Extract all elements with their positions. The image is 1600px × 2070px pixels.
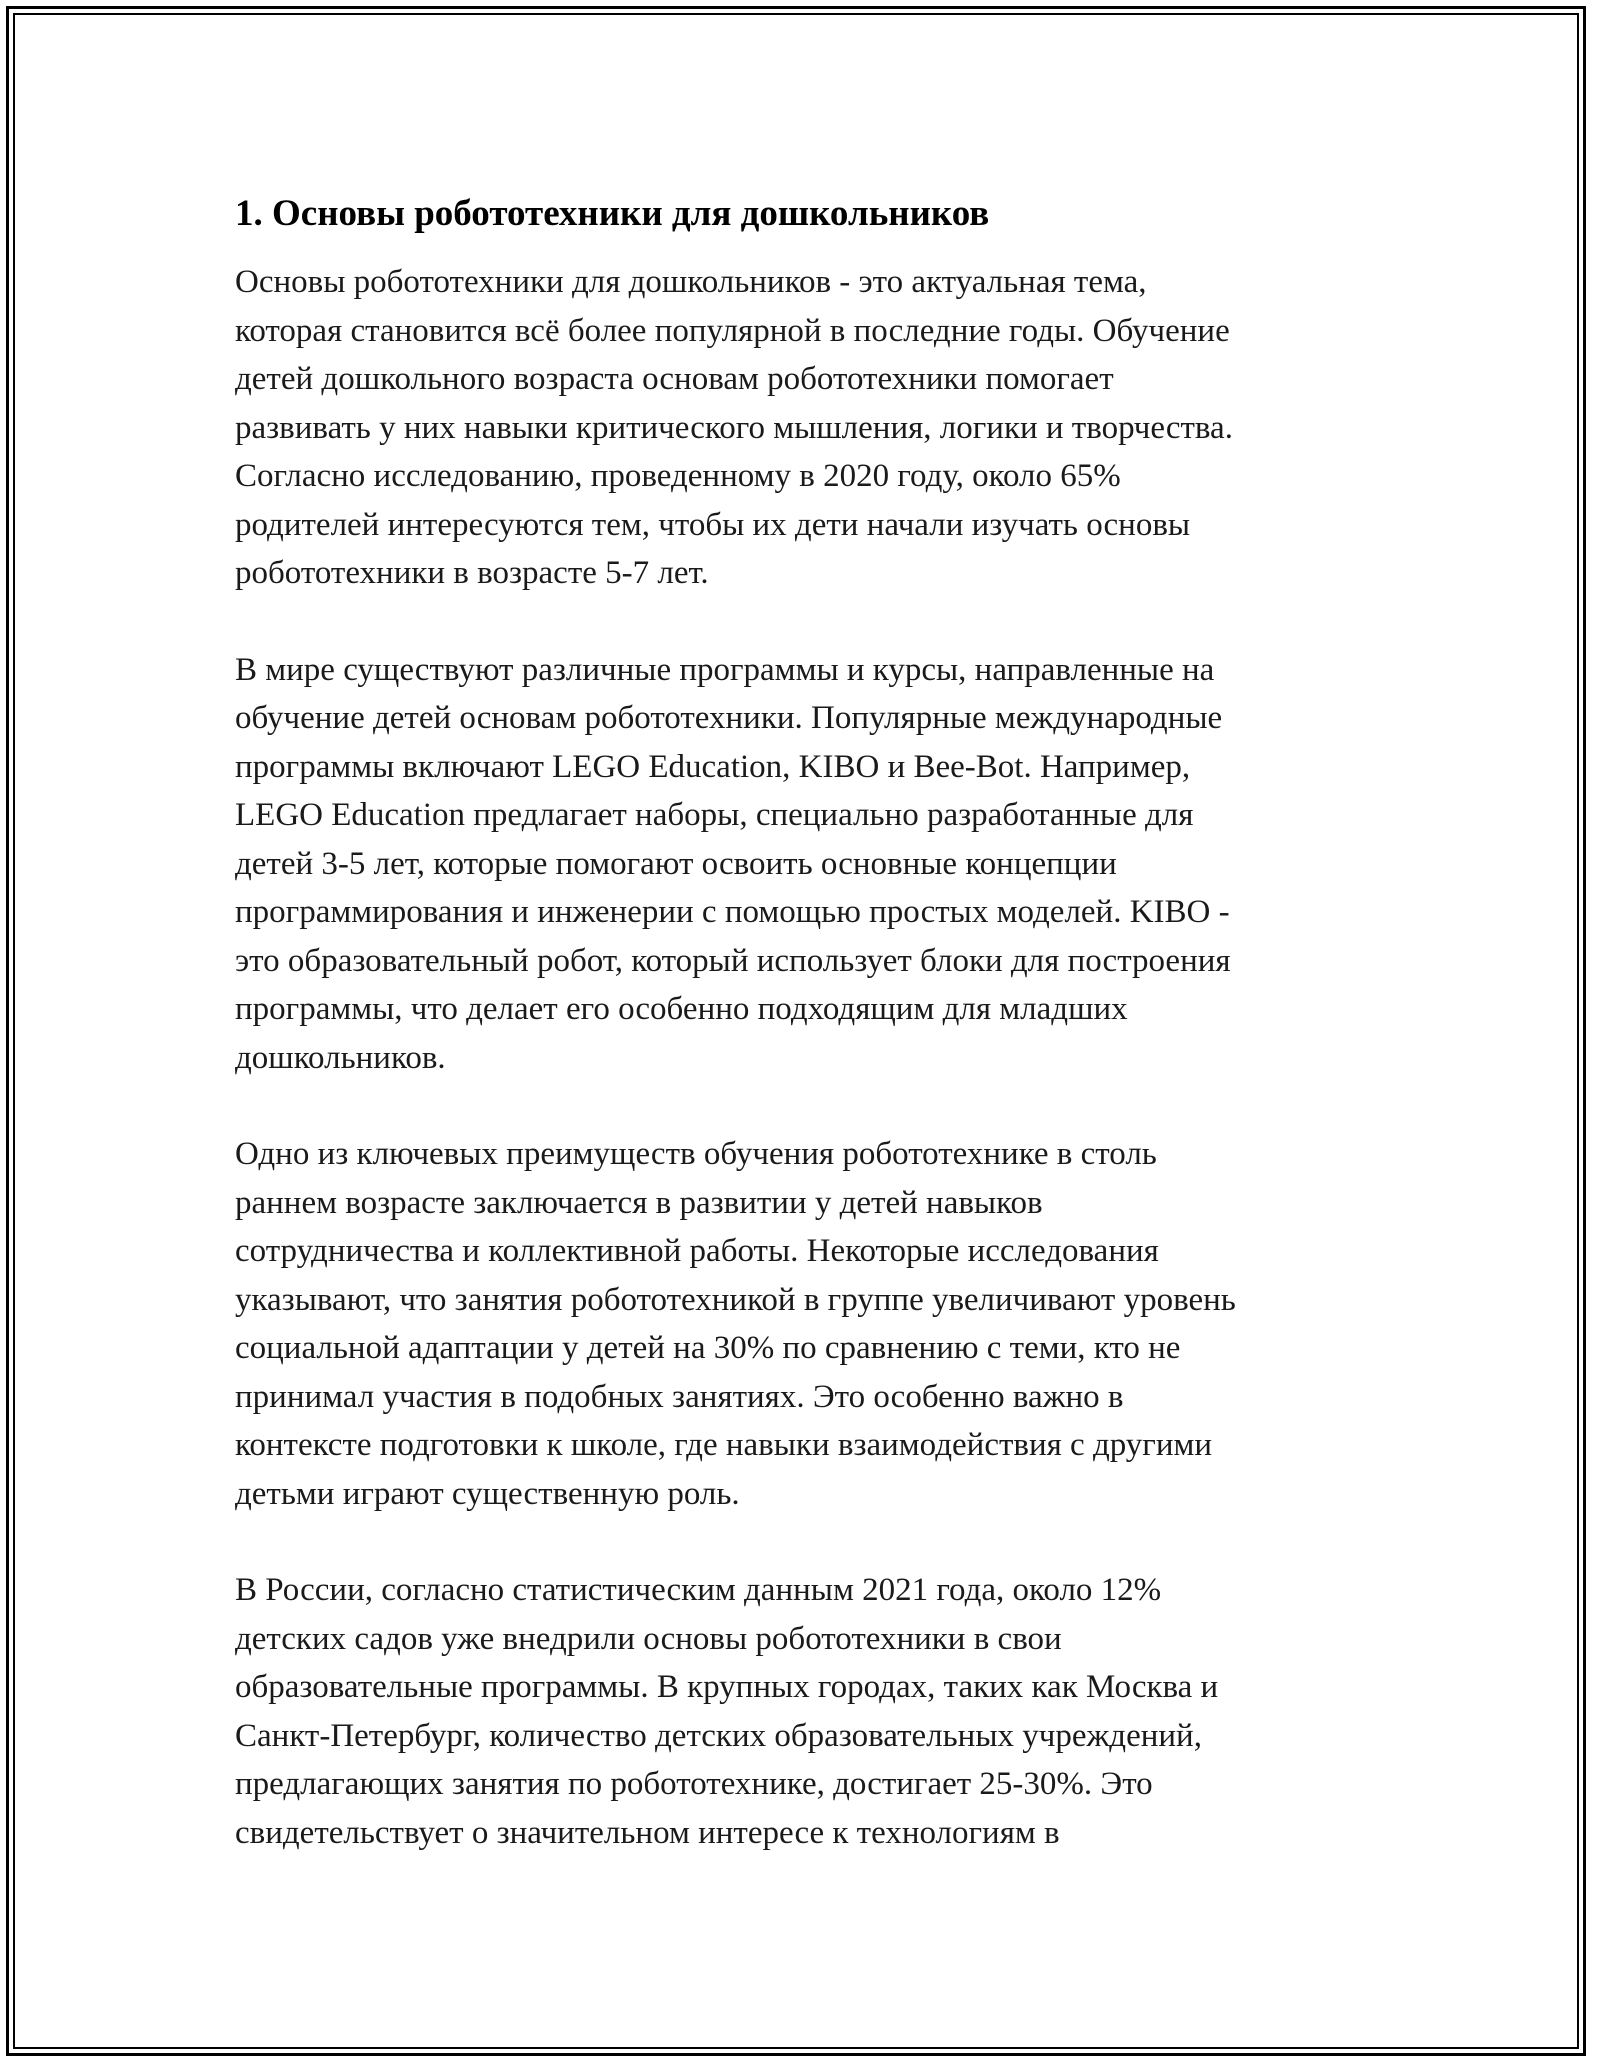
text-line: дошкольников.: [235, 1039, 446, 1076]
text-line: родителей интересуются тем, чтобы их дети начали изучать основы: [235, 506, 1191, 543]
text-line: LEGO Education предлагает наборы, специально разработанные для: [235, 797, 1194, 833]
text-line: которая становится всё более популярной в последние годы. Обучение: [235, 312, 1230, 349]
text-line: развивать у них навыки критического мышления, логики и творчества.: [235, 409, 1233, 446]
text-line: принимал участия в подобных занятиях. Это особенно важно в: [235, 1378, 1124, 1415]
text-line: социальной адаптации у детей на 30% по сравнению с теми, кто не: [235, 1330, 1181, 1366]
text-line: это образовательный робот, который использует блоки для построения: [235, 942, 1231, 979]
text-line: контексте подготовки к школе, где навыки взаимодействия с другими: [235, 1427, 1213, 1463]
text-line: обучение детей основам робототехники. Популярные международные: [235, 700, 1223, 736]
text-line: В мире существуют различные программы и курсы, направленные на: [235, 651, 1215, 688]
text-line: робототехники в возрасте 5-7 лет.: [235, 555, 709, 591]
text-line: детей дошкольного возраста основам робототехники помогает: [235, 361, 1114, 397]
text-line: Согласно исследованию, проведенному в 2020 году, около 65%: [235, 458, 1121, 494]
text-line: детских садов уже внедрили основы робототехники в свои: [235, 1620, 1062, 1657]
text-line: Санкт-Петербург, количество детских образовательных учреждений,: [235, 1717, 1202, 1754]
section-heading: 1. Основы робототехники для дошкольников: [235, 193, 990, 234]
text-line: раннем возрасте заключается в развитии у детей навыков: [235, 1184, 1043, 1221]
paragraph-3: [235, 1130, 1355, 1518]
text-line: детьми играют существенную роль.: [235, 1475, 740, 1512]
text-line: указывают, что занятия робототехникой в группе увеличивают уровень: [235, 1281, 1236, 1318]
text-line: программирования и инженерии с помощью простых моделей. KIBO -: [235, 894, 1230, 930]
paragraph-2: [235, 646, 1355, 1083]
text-line: сотрудничества и коллективной работы. Некоторые исследования: [235, 1233, 1159, 1269]
text-line: программы включают LEGO Education, KIBO и Bee-Bot. Например,: [235, 748, 1191, 785]
text-line: Одно из ключевых преимуществ обучения робототехнике в столь: [235, 1136, 1157, 1172]
text-line: Основы робототехники для дошкольников - это актуальная тема,: [235, 264, 1147, 300]
text-line: программы, что делает его особенно подходящим для младших: [235, 991, 1128, 1027]
text-line: В России, согласно статистическим данным 2021 года, около 12%: [235, 1572, 1162, 1608]
paragraph-1: [235, 258, 1355, 598]
text-line: образовательные программы. В крупных городах, таких как Москва и: [235, 1669, 1219, 1705]
paragraph-4: [235, 1566, 1355, 1857]
document-body: [235, 188, 1355, 1905]
text-line: детей 3-5 лет, которые помогают освоить основные концепции: [235, 845, 1117, 882]
text-line: свидетельствует о значительном интересе к технологиям в: [235, 1814, 1060, 1851]
text-line: предлагающих занятия по робототехнике, достигает 25-30%. Это: [235, 1766, 1153, 1802]
